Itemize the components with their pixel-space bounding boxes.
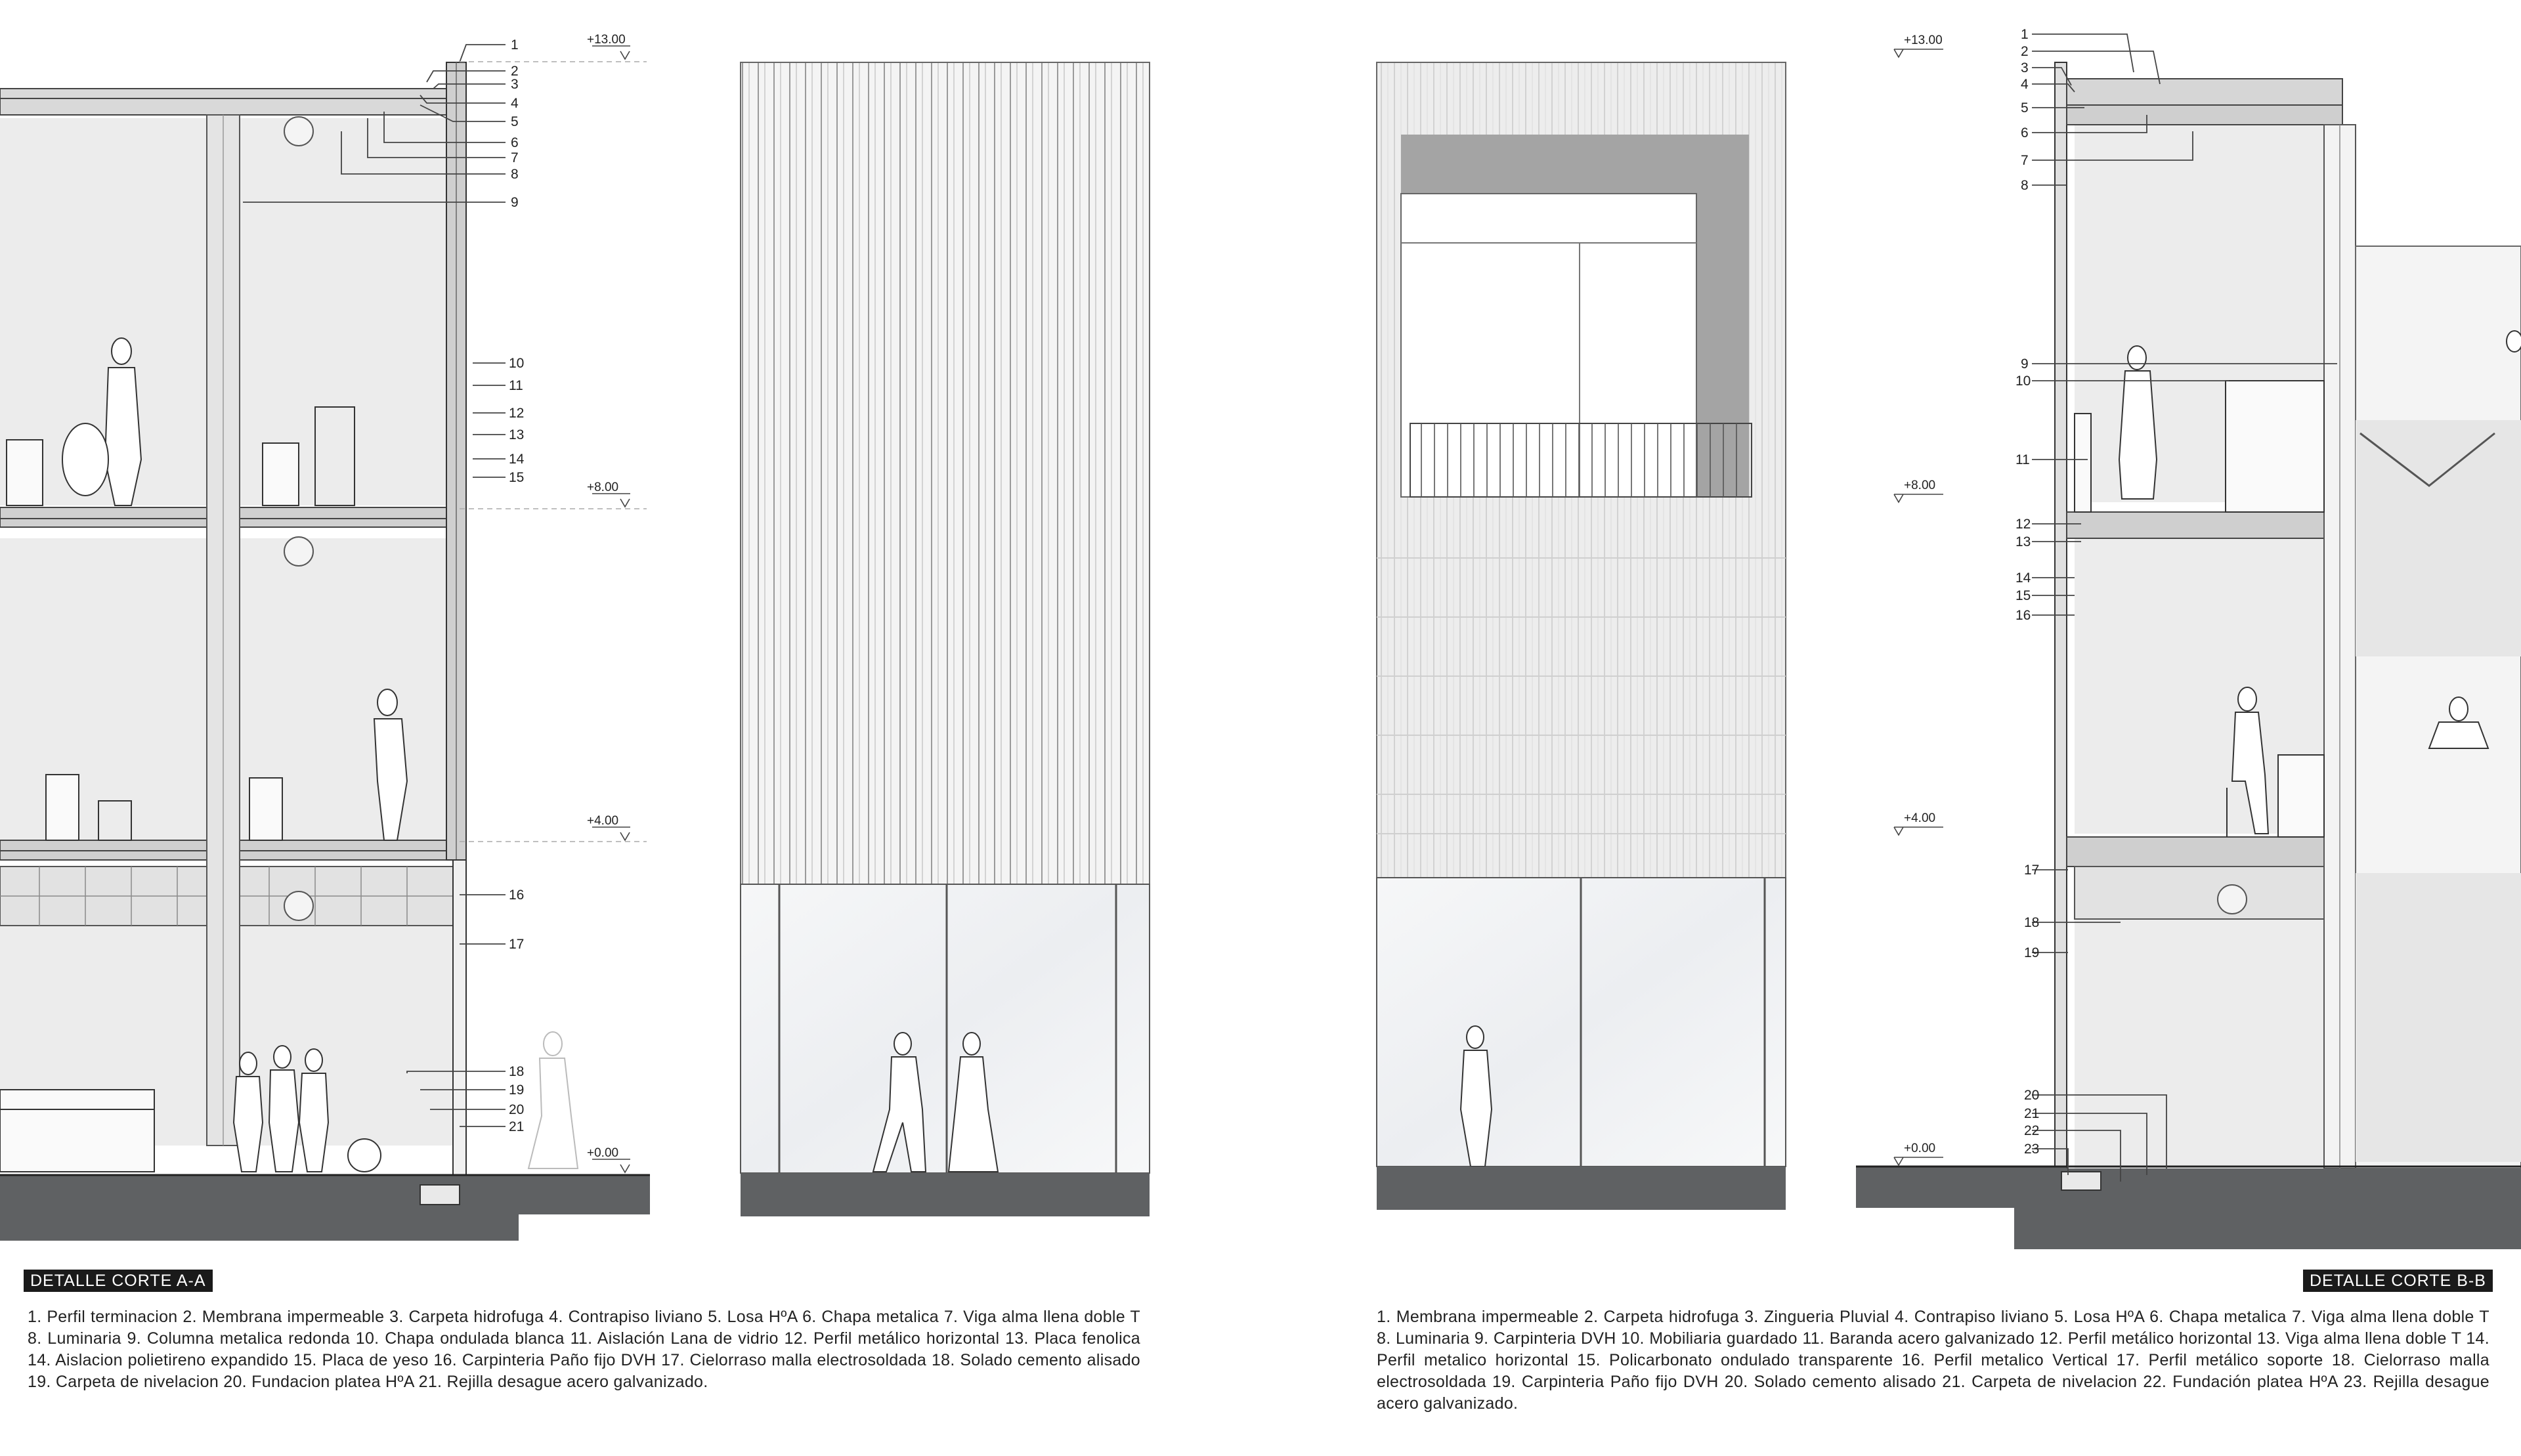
- svg-text:21: 21: [509, 1119, 525, 1134]
- svg-text:21: 21: [2024, 1106, 2040, 1121]
- elevation-polycarbonate: [1377, 62, 1786, 1210]
- svg-text:7: 7: [2021, 153, 2029, 168]
- section-a-drawing: [0, 62, 650, 1241]
- svg-text:3: 3: [511, 77, 519, 92]
- svg-text:16: 16: [2015, 608, 2031, 623]
- svg-text:13: 13: [2015, 534, 2031, 549]
- svg-text:9: 9: [2021, 356, 2029, 372]
- section-b-level-labels: [1904, 33, 1943, 1155]
- section-a-level-markers: [460, 46, 647, 1172]
- svg-text:19: 19: [2024, 945, 2040, 960]
- section-a-tag: DETALLE CORTE A-A: [24, 1270, 213, 1292]
- svg-text:6: 6: [511, 135, 519, 150]
- svg-text:18: 18: [2024, 915, 2040, 930]
- svg-text:14: 14: [2015, 570, 2031, 586]
- svg-text:11: 11: [509, 378, 523, 393]
- section-b-callout-numbers: [2015, 27, 2039, 1157]
- svg-text:19: 19: [509, 1082, 525, 1098]
- svg-text:1: 1: [511, 37, 519, 53]
- svg-text:23: 23: [2024, 1142, 2040, 1157]
- svg-text:+4.00: +4.00: [587, 814, 619, 828]
- svg-text:5: 5: [2021, 100, 2029, 116]
- section-b-drawing: [1856, 62, 2521, 1249]
- section-b-legend: 1. Membrana impermeable 2. Carpeta hidrofuga 3. Zingueria Pluvial 4. Contrapiso liviano 5. Losa HºA 6. Chapa metalica 7. Viga alma llena doble T 8. Luminaria 9. Carpinteria DVH 10. Mobiliaria guardado 11. Baranda acero galvanizado 12. Perfil metálico horizontal 13. Viga alma llena doble T 14. Perfil metalico horizontal 15. Policarbonato ondulado transparente 16. Perfil metalico Vertical 17. Perfil metálico soporte 18. Cielorraso malla electrosoldada 19. Carpinteria Paño fijo DVH 20. Solado cemento alisado 21. Carpeta de nivelacion 22. Fundación platea HºA 23. Rejilla desague acero galvanizado.: [1377, 1308, 2489, 1413]
- svg-text:12: 12: [2015, 517, 2031, 532]
- section-a-level-labels: [587, 33, 626, 1160]
- svg-text:+13.00: +13.00: [1904, 33, 1943, 47]
- svg-text:17: 17: [2024, 863, 2040, 878]
- svg-text:3: 3: [2021, 60, 2029, 75]
- svg-text:+8.00: +8.00: [587, 481, 619, 494]
- svg-text:9: 9: [511, 195, 519, 210]
- svg-text:10: 10: [509, 356, 525, 371]
- svg-text:+0.00: +0.00: [587, 1146, 619, 1160]
- section-a-callout-numbers: [509, 37, 525, 1134]
- svg-text:11: 11: [2015, 452, 2030, 467]
- svg-text:+8.00: +8.00: [1904, 479, 1936, 492]
- section-b-level-markers: [1894, 49, 1943, 1165]
- svg-text:1: 1: [2021, 27, 2029, 42]
- svg-text:18: 18: [509, 1064, 525, 1079]
- svg-text:2: 2: [511, 64, 519, 79]
- svg-text:15: 15: [509, 470, 525, 485]
- section-a-legend: 1. Perfil terminacion 2. Membrana impermeable 3. Carpeta hidrofuga 4. Contrapiso liviano 5. Losa HºA 6. Chapa metalica 7. Viga alma llena doble T 8. Luminaria 9. Columna metalica redonda 10. Chapa ondulada blanca 11. Aislación Lana de vidrio 12. Perfil metálico horizontal 13. Placa fenolica 14. Aislacion polietireno expandido 15. Placa de yeso 16. Carpinteria Paño fijo DVH 17. Cielorraso malla electrosoldada 18. Solado cemento alisado 19. Carpeta de nivelacion 20. Fundacion platea HºA 21. Rejilla desague acero galvanizado.: [28, 1308, 1140, 1391]
- svg-text:4: 4: [2021, 77, 2029, 92]
- svg-text:+0.00: +0.00: [1904, 1142, 1936, 1155]
- svg-text:15: 15: [2015, 588, 2031, 603]
- svg-text:4: 4: [511, 96, 519, 111]
- svg-text:2: 2: [2021, 44, 2029, 59]
- svg-text:22: 22: [2024, 1123, 2040, 1138]
- svg-text:16: 16: [509, 888, 525, 903]
- svg-text:20: 20: [509, 1102, 525, 1117]
- svg-text:+4.00: +4.00: [1904, 811, 1936, 825]
- svg-text:10: 10: [2015, 374, 2031, 389]
- elevation-corrugated: [741, 62, 1150, 1216]
- svg-text:12: 12: [509, 406, 525, 421]
- svg-text:17: 17: [509, 937, 525, 952]
- section-b-tag: DETALLE CORTE B-B: [2303, 1270, 2493, 1292]
- svg-text:6: 6: [2021, 125, 2029, 140]
- svg-text:13: 13: [509, 427, 525, 442]
- svg-text:+13.00: +13.00: [587, 33, 626, 47]
- svg-text:5: 5: [511, 114, 519, 129]
- svg-text:7: 7: [511, 150, 519, 165]
- svg-text:20: 20: [2024, 1088, 2040, 1103]
- svg-text:8: 8: [511, 167, 519, 182]
- svg-text:14: 14: [509, 452, 525, 467]
- svg-text:8: 8: [2021, 178, 2029, 193]
